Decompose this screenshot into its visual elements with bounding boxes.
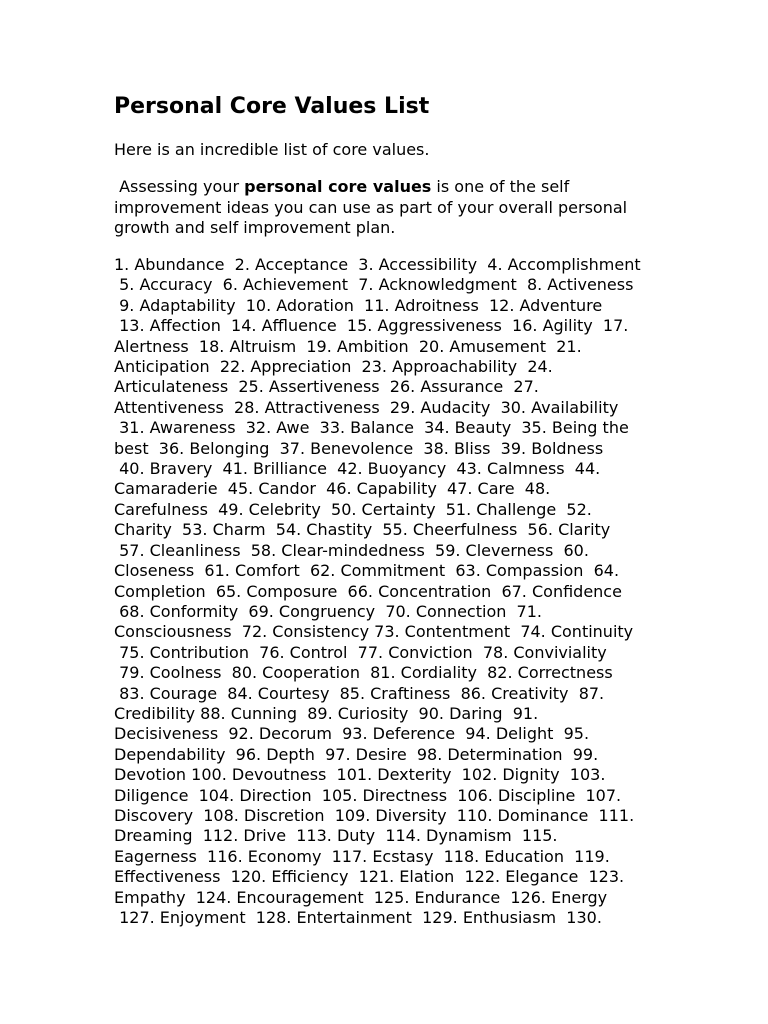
values-line: 75. Contribution 76. Control 77. Conviction 78. Conviviality: [114, 642, 607, 662]
values-line: Dreaming 112. Drive 113. Duty 114. Dynamism 115.: [114, 826, 558, 846]
values-line: Anticipation 22. Appreciation 23. Approachability 24.: [114, 357, 553, 377]
page-title: Personal Core Values List: [114, 94, 430, 119]
paragraph-line-2: improvement ideas you can use as part of your overall personal: [114, 197, 628, 217]
intro-text: Here is an incredible list of core values.: [114, 140, 430, 159]
values-line: Articulateness 25. Assertiveness 26. Assurance 27.: [114, 377, 539, 397]
values-line: Dependability 96. Depth 97. Desire 98. Determination 99.: [114, 744, 599, 764]
values-line: 68. Conformity 69. Congruency 70. Connection 71.: [114, 601, 542, 621]
paragraph-line-3: growth and self improvement plan.: [114, 218, 396, 237]
values-line: Decisiveness 92. Decorum 93. Deference 94. Delight 95.: [114, 724, 590, 744]
values-line: Consciousness 72. Consistency 73. Contentment 74. Continuity: [114, 622, 634, 642]
paragraph-line-1: [114, 177, 627, 198]
values-line: Camaraderie 45. Candor 46. Capability 47. Care 48.: [114, 479, 551, 499]
values-line: Empathy 124. Encouragement 125. Endurance 126. Energy: [114, 887, 608, 907]
values-line: Attentiveness 28. Attractiveness 29. Audacity 30. Availability: [114, 397, 619, 417]
values-line: 1. Abundance 2. Acceptance 3. Accessibility 4. Accomplishment: [114, 255, 641, 274]
values-line: 127. Enjoyment 128. Entertainment 129. Enthusiasm 130.: [114, 908, 602, 927]
values-line: Closeness 61. Comfort 62. Commitment 63. Compassion 64.: [114, 561, 620, 581]
values-line: Carefulness 49. Celebrity 50. Certainty 51. Challenge 52.: [114, 499, 592, 519]
values-line: Effectiveness 120. Efficiency 121. Elation 122. Elegance 123.: [114, 867, 625, 887]
values-line: Charity 53. Charm 54. Chastity 55. Cheerfulness 56. Clarity: [114, 520, 611, 540]
values-line: 5. Accuracy 6. Achievement 7. Acknowledgment 8. Activeness: [114, 275, 634, 295]
values-line: Credibility 88. Cunning 89. Curiosity 90. Daring 91.: [114, 703, 539, 723]
values-line: 13. Affection 14. Affluence 15. Aggressiveness 16. Agility 17.: [114, 316, 629, 336]
values-line: 83. Courage 84. Courtesy 85. Craftiness 86. Creativity 87.: [114, 683, 605, 703]
values-line: Diligence 104. Direction 105. Directness 106. Discipline 107.: [114, 785, 622, 805]
paragraph-emphasis: personal core values: [244, 177, 432, 196]
paragraph-rest: is one of the self: [431, 177, 570, 196]
values-line: Eagerness 116. Economy 117. Ecstasy 118. Education 119.: [114, 846, 610, 866]
values-line: 31. Awareness 32. Awe 33. Balance 34. Beauty 35. Being the: [114, 418, 629, 438]
values-line: 40. Bravery 41. Brilliance 42. Buoyancy 43. Calmness 44.: [114, 459, 601, 479]
values-line: 79. Coolness 80. Cooperation 81. Cordiality 82. Correctness: [114, 663, 613, 683]
core-values-list: [114, 255, 641, 928]
values-line: Completion 65. Composure 66. Concentration 67. Confidence: [114, 581, 622, 601]
values-line: 57. Cleanliness 58. Clear-mindedness 59. Cleverness 60.: [114, 540, 589, 560]
values-line: Alertness 18. Altruism 19. Ambition 20. Amusement 21.: [114, 336, 582, 356]
values-line: Discovery 108. Discretion 109. Diversity 110. Dominance 111.: [114, 805, 635, 825]
paragraph-lead: Assessing your: [114, 177, 245, 196]
values-line: best 36. Belonging 37. Benevolence 38. Bliss 39. Boldness: [114, 438, 604, 458]
intro-paragraph: [114, 177, 627, 239]
values-line: 9. Adaptability 10. Adoration 11. Adroitness 12. Adventure: [114, 295, 603, 315]
values-line: Devotion 100. Devoutness 101. Dexterity 102. Dignity 103.: [114, 765, 606, 785]
